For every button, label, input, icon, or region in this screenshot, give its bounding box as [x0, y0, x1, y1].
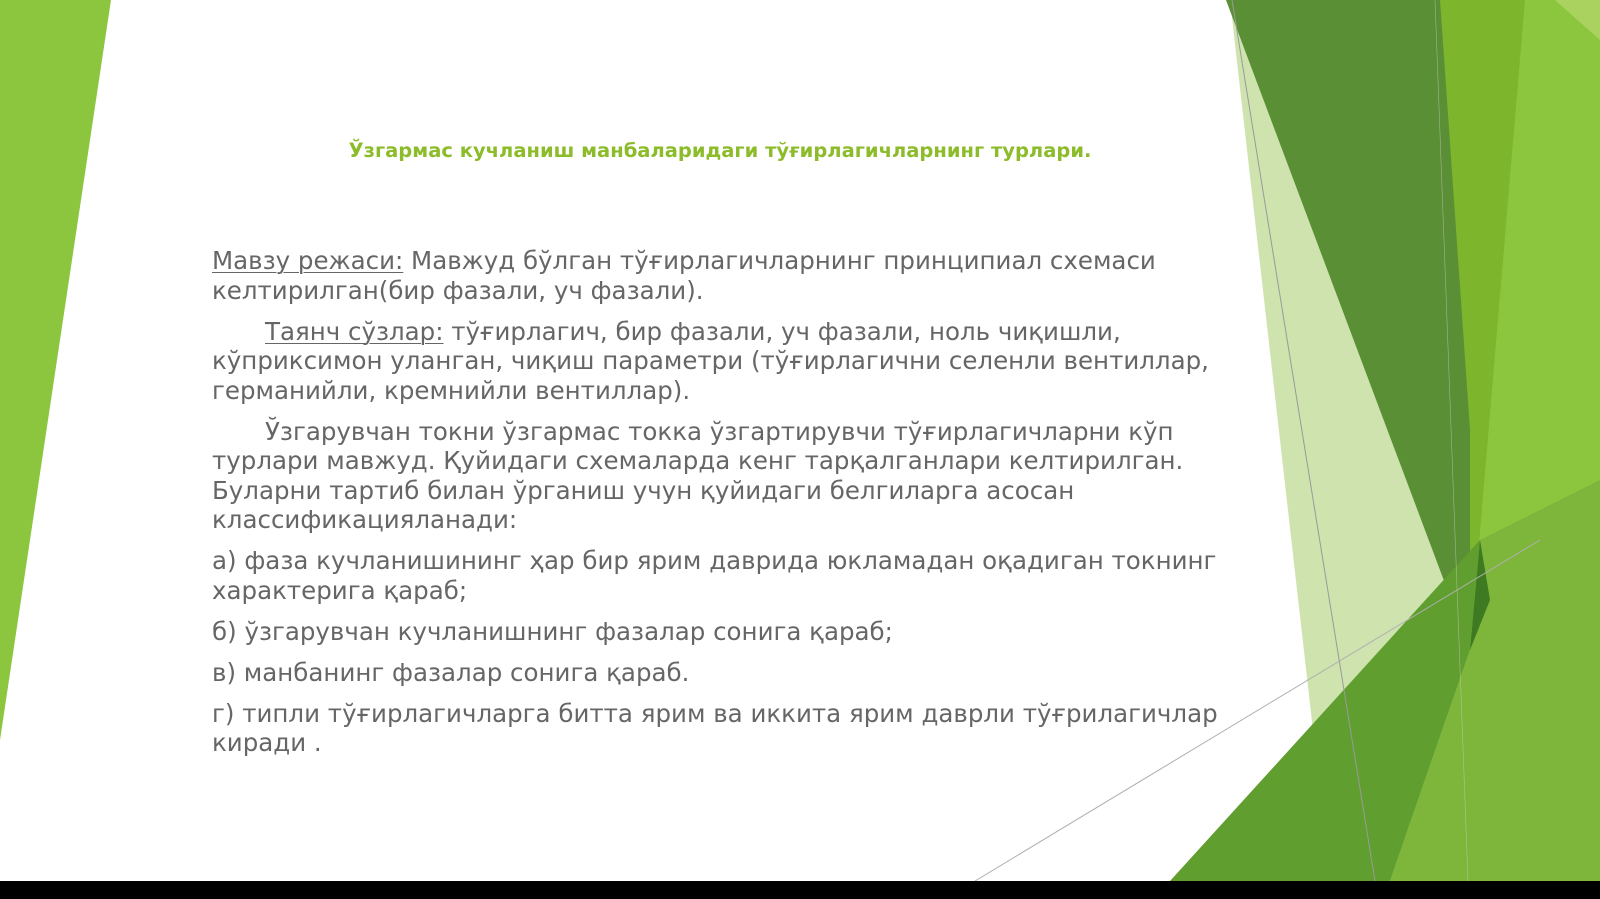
- slide-body: [212, 246, 1232, 769]
- slide-title: Ўзгармас кучланиш манбаларидаги тўғирлагичларнинг турлари.: [348, 139, 1092, 162]
- paragraph-topic-plan: [212, 246, 1232, 305]
- left-green-shape: [0, 0, 111, 740]
- paragraph-keywords: [212, 317, 1232, 406]
- bottom-black-bar: [0, 881, 1600, 899]
- topic-plan-text: Мавжуд бўлган тўғирлагичларнинг принципиал схемаси келтирилган(бир фазали, уч фазали).: [212, 246, 1156, 305]
- keywords-text: тўғирлагич, бир фазали, уч фазали, ноль чиқишли, кўприксимон уланган, чиқиш параметри (тўғирлагични селенли вентиллар, германийли, кремнийли вентиллар).: [212, 316, 1209, 405]
- list-item-a: а) фаза кучланишининг ҳар бир ярим даврида юкламадан оқадиган токнинг характерига қараб;: [212, 546, 1217, 605]
- topic-plan-label: Мавзу режаси:: [212, 246, 404, 275]
- list-item-v: в) манбанинг фазалар сонига қараб.: [212, 657, 690, 687]
- list-item-g: г) типли тўғирлагичларга битта ярим ва иккита ярим даврли тўғрилагичлар киради .: [212, 698, 1218, 757]
- keywords-label: Таянч сўзлар:: [265, 316, 444, 346]
- list-item-b: б) ўзгарувчан кучланишнинг фазалар сонига қараб;: [212, 616, 893, 646]
- paragraph-intro: Ўзгарувчан токни ўзгармас токка ўзгартирувчи тўғирлагичларни кўп турлари мавжуд. Қуйидаги схемаларда кенг тарқалганлари келтирилган. Буларни тартиб билан ўрганиш учун қуйидаги белгиларга асосан классификацияланади:: [212, 416, 1184, 534]
